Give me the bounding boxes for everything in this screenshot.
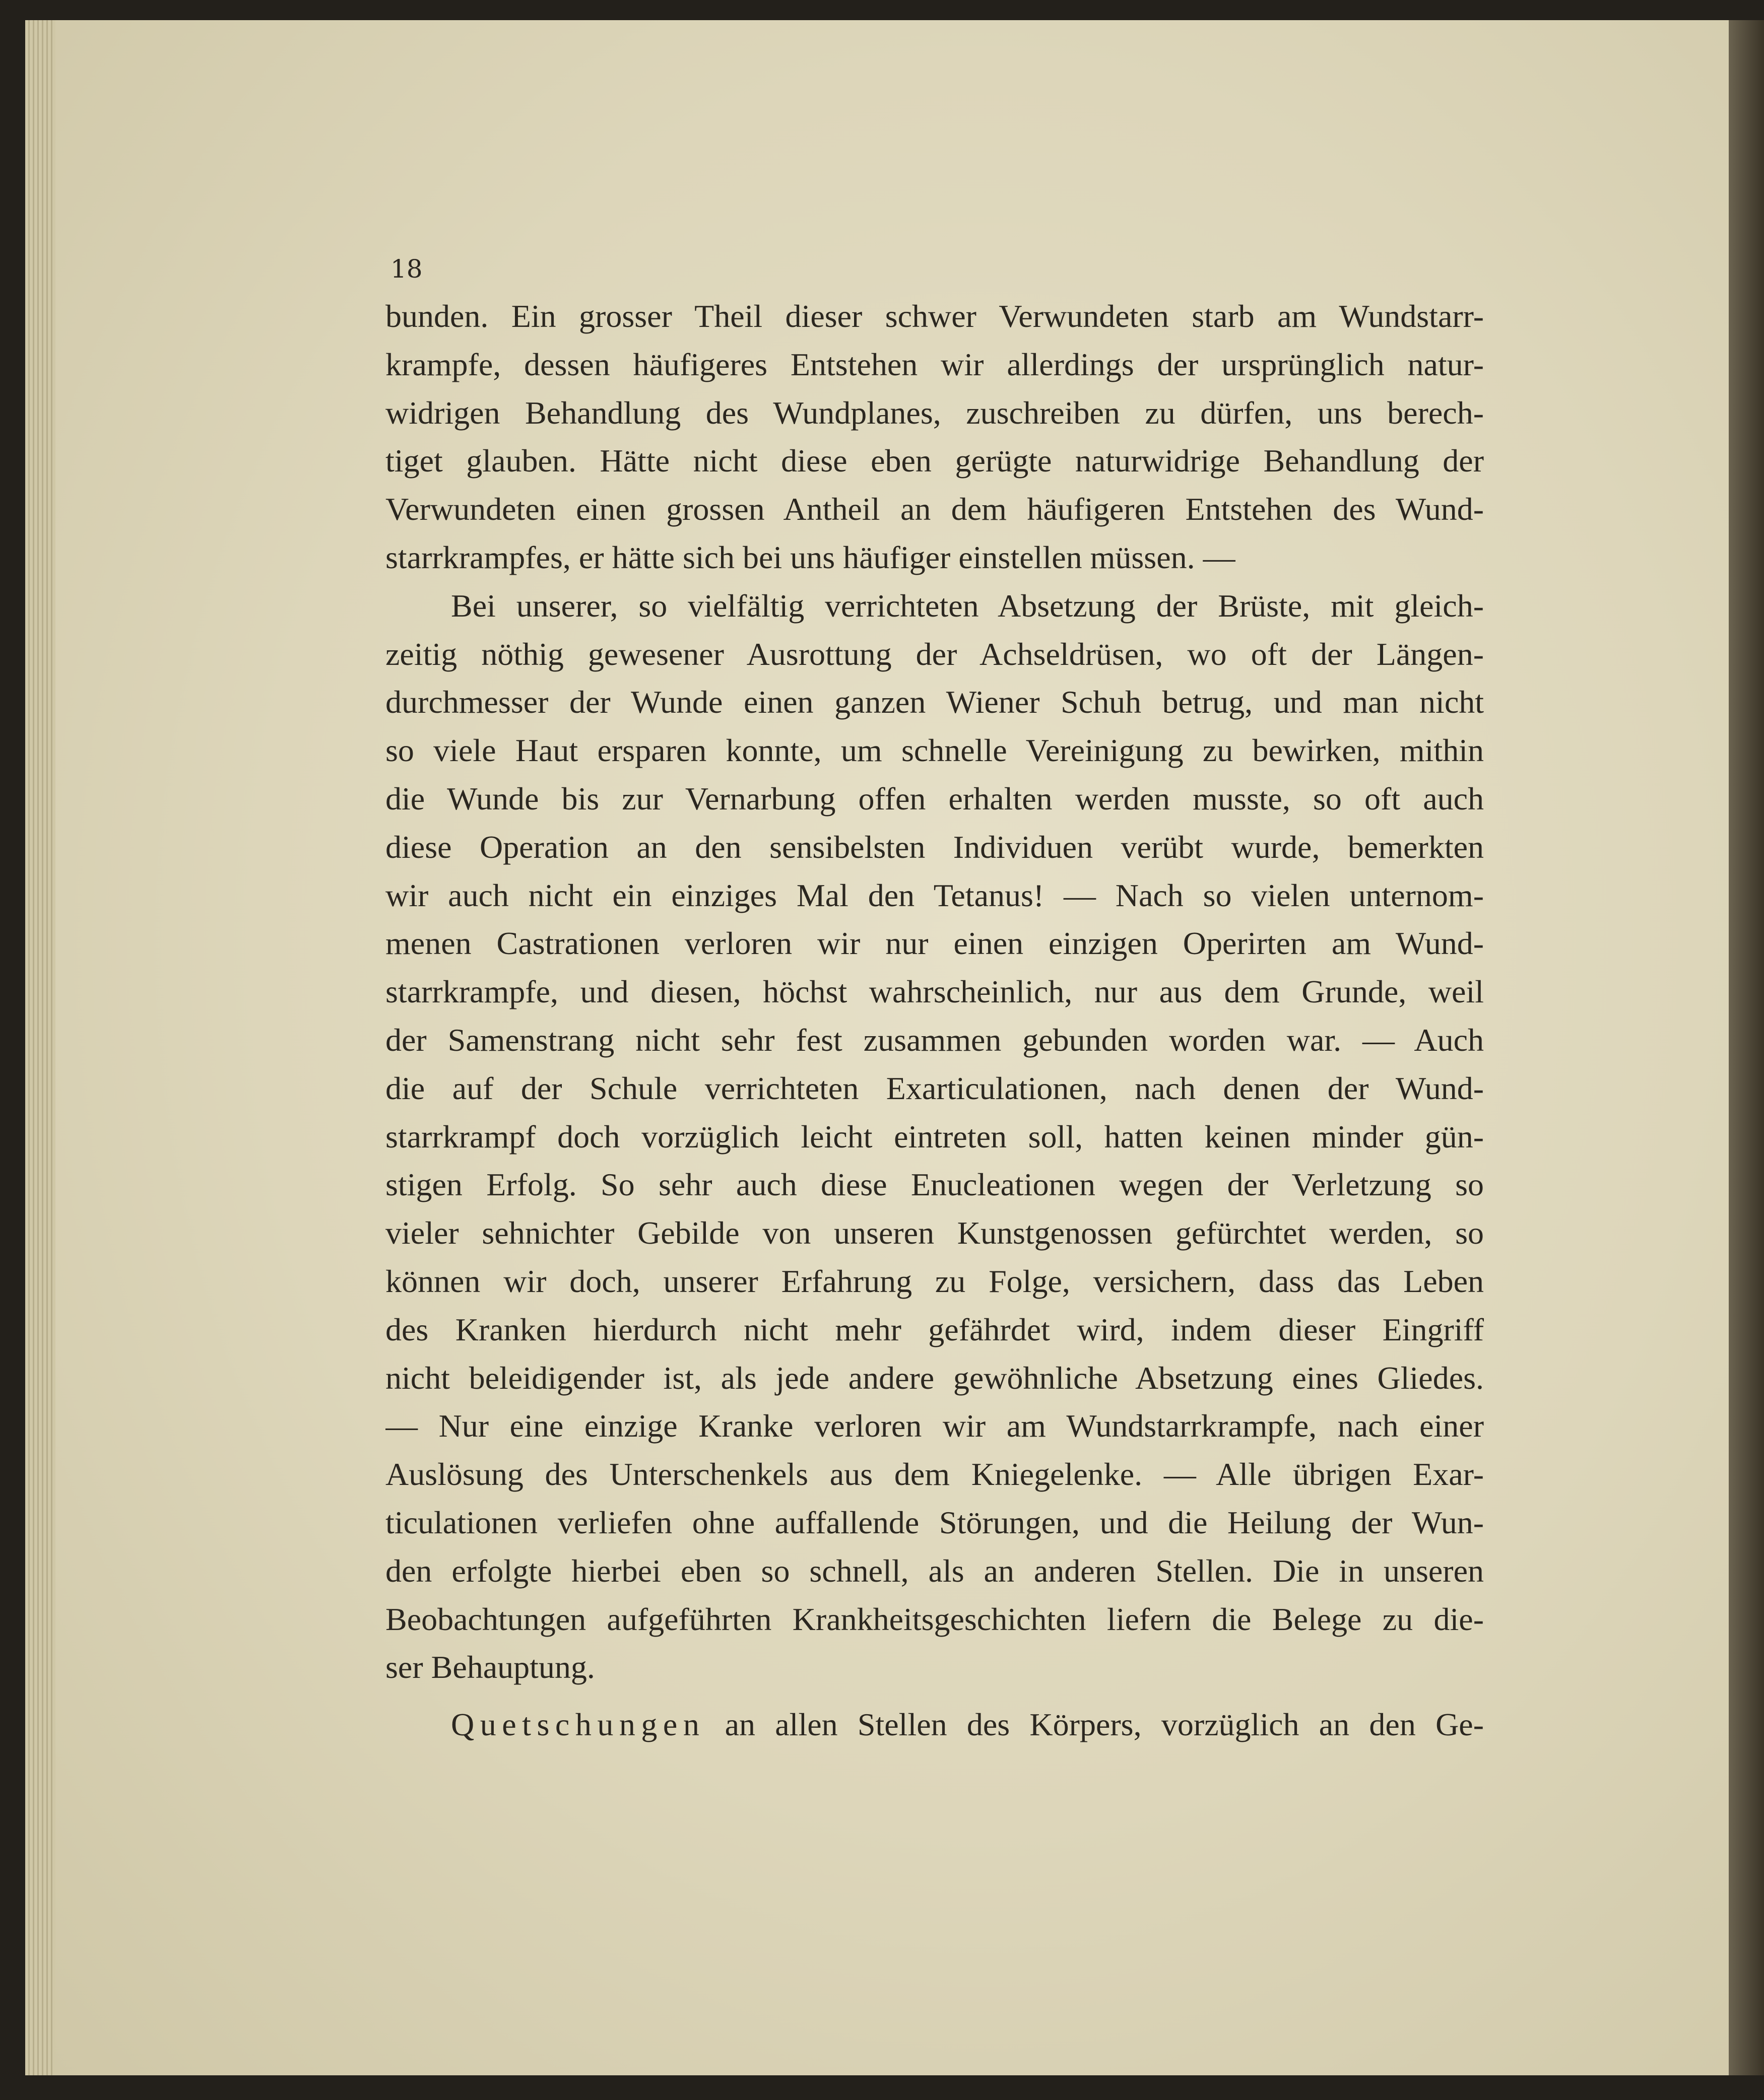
text-line: diese Operation an den sensibelsten Individuen verübt wurde, bemerkten xyxy=(385,829,1484,865)
text-line-rest: an allen Stellen des Körpers, vorzüglich an den Ge- xyxy=(705,1707,1484,1743)
text-line: können wir doch, unserer Erfahrung zu Folge, versichern, dass das Leben xyxy=(385,1263,1484,1299)
text-line-last xyxy=(385,1701,1484,1749)
text-line: menen Castrationen verloren wir nur einen einzigen Operirten am Wund- xyxy=(385,925,1484,962)
page-number: 18 xyxy=(390,254,423,284)
text-line: widrigen Behandlung des Wundplanes, zuschreiben zu dürfen, uns berech- xyxy=(385,394,1484,431)
text-line: der Samenstrang nicht sehr fest zusammen gebunden worden war. — Auch xyxy=(385,1022,1484,1058)
text-line: ticulationen verliefen ohne auffallende Störungen, und die Heilung der Wun- xyxy=(385,1504,1484,1540)
text-line: die auf der Schule verrichteten Exarticulationen, nach denen der Wund- xyxy=(385,1070,1484,1106)
text-line: tiget glauben. Hätte nicht diese eben gerügte naturwidrige Behandlung der xyxy=(385,443,1484,479)
text-line: den erfolgte hierbei eben so schnell, als an anderen Stellen. Die in unseren xyxy=(385,1552,1484,1589)
text-line: stigen Erfolg. So sehr auch diese Enucleationen wegen der Verletzung so xyxy=(385,1167,1484,1203)
text-line: so viele Haut ersparen konnte, um schnelle Vereinigung zu bewirken, mithin xyxy=(385,732,1484,769)
text-line: nicht beleidigender ist, als jede andere gewöhnliche Absetzung eines Gliedes. xyxy=(385,1360,1484,1396)
text-line: Verwundeten einen grossen Antheil an dem häufigeren Entstehen des Wund- xyxy=(385,491,1484,527)
text-line: durchmesser der Wunde einen ganzen Wiener Schuh betrug, und man nicht xyxy=(385,684,1484,720)
text-line: des Kranken hierdurch nicht mehr gefährdet wird, indem dieser Eingriff xyxy=(385,1311,1484,1347)
text-line: starrkrampf doch vorzüglich leicht eintreten soll, hatten keinen minder gün- xyxy=(385,1118,1484,1155)
text-line: starrkrampfes, er hätte sich bei uns häufiger einstellen müssen. — xyxy=(385,539,1235,575)
text-line: — Nur eine einzige Kranke verloren wir am Wundstarrkrampfe, nach einer xyxy=(385,1408,1484,1444)
text-line: wir auch nicht ein einziges Mal den Tetanus! — Nach so vielen unternom- xyxy=(385,877,1484,913)
text-line: bunden. Ein grosser Theil dieser schwer Verwundeten starb am Wundstarr- xyxy=(385,298,1484,334)
text-line: ser Behauptung. xyxy=(385,1649,595,1685)
text-line: Auslösung des Unterschenkels aus dem Kniegelenke. — Alle übrigen Exar- xyxy=(385,1456,1484,1493)
text-line: vieler sehnichter Gebilde von unseren Kunstgenossen gefürchtet werden, so xyxy=(385,1215,1484,1251)
text-line: starrkrampfe, und diesen, höchst wahrscheinlich, nur aus dem Grunde, weil xyxy=(385,974,1484,1010)
text-line: zeitig nöthig gewesener Ausrottung der Achseldrüsen, wo oft der Längen- xyxy=(385,636,1484,672)
text-line: Bei unserer, so vielfältig verrichteten Absetzung der Brüste, mit gleich- xyxy=(451,587,1484,624)
body-text xyxy=(385,292,1484,1749)
text-line: Beobachtungen aufgeführten Krankheitsgeschichten liefern die Belege zu die- xyxy=(385,1601,1484,1637)
spaced-heading-word: Quetschungen xyxy=(451,1707,705,1743)
book-spine xyxy=(1729,20,1764,2075)
text-line: die Wunde bis zur Vernarbung offen erhalten werden musste, so oft auch xyxy=(385,780,1484,817)
text-line: krampfe, dessen häufigeres Entstehen wir allerdings der ursprünglich natur- xyxy=(385,346,1484,382)
